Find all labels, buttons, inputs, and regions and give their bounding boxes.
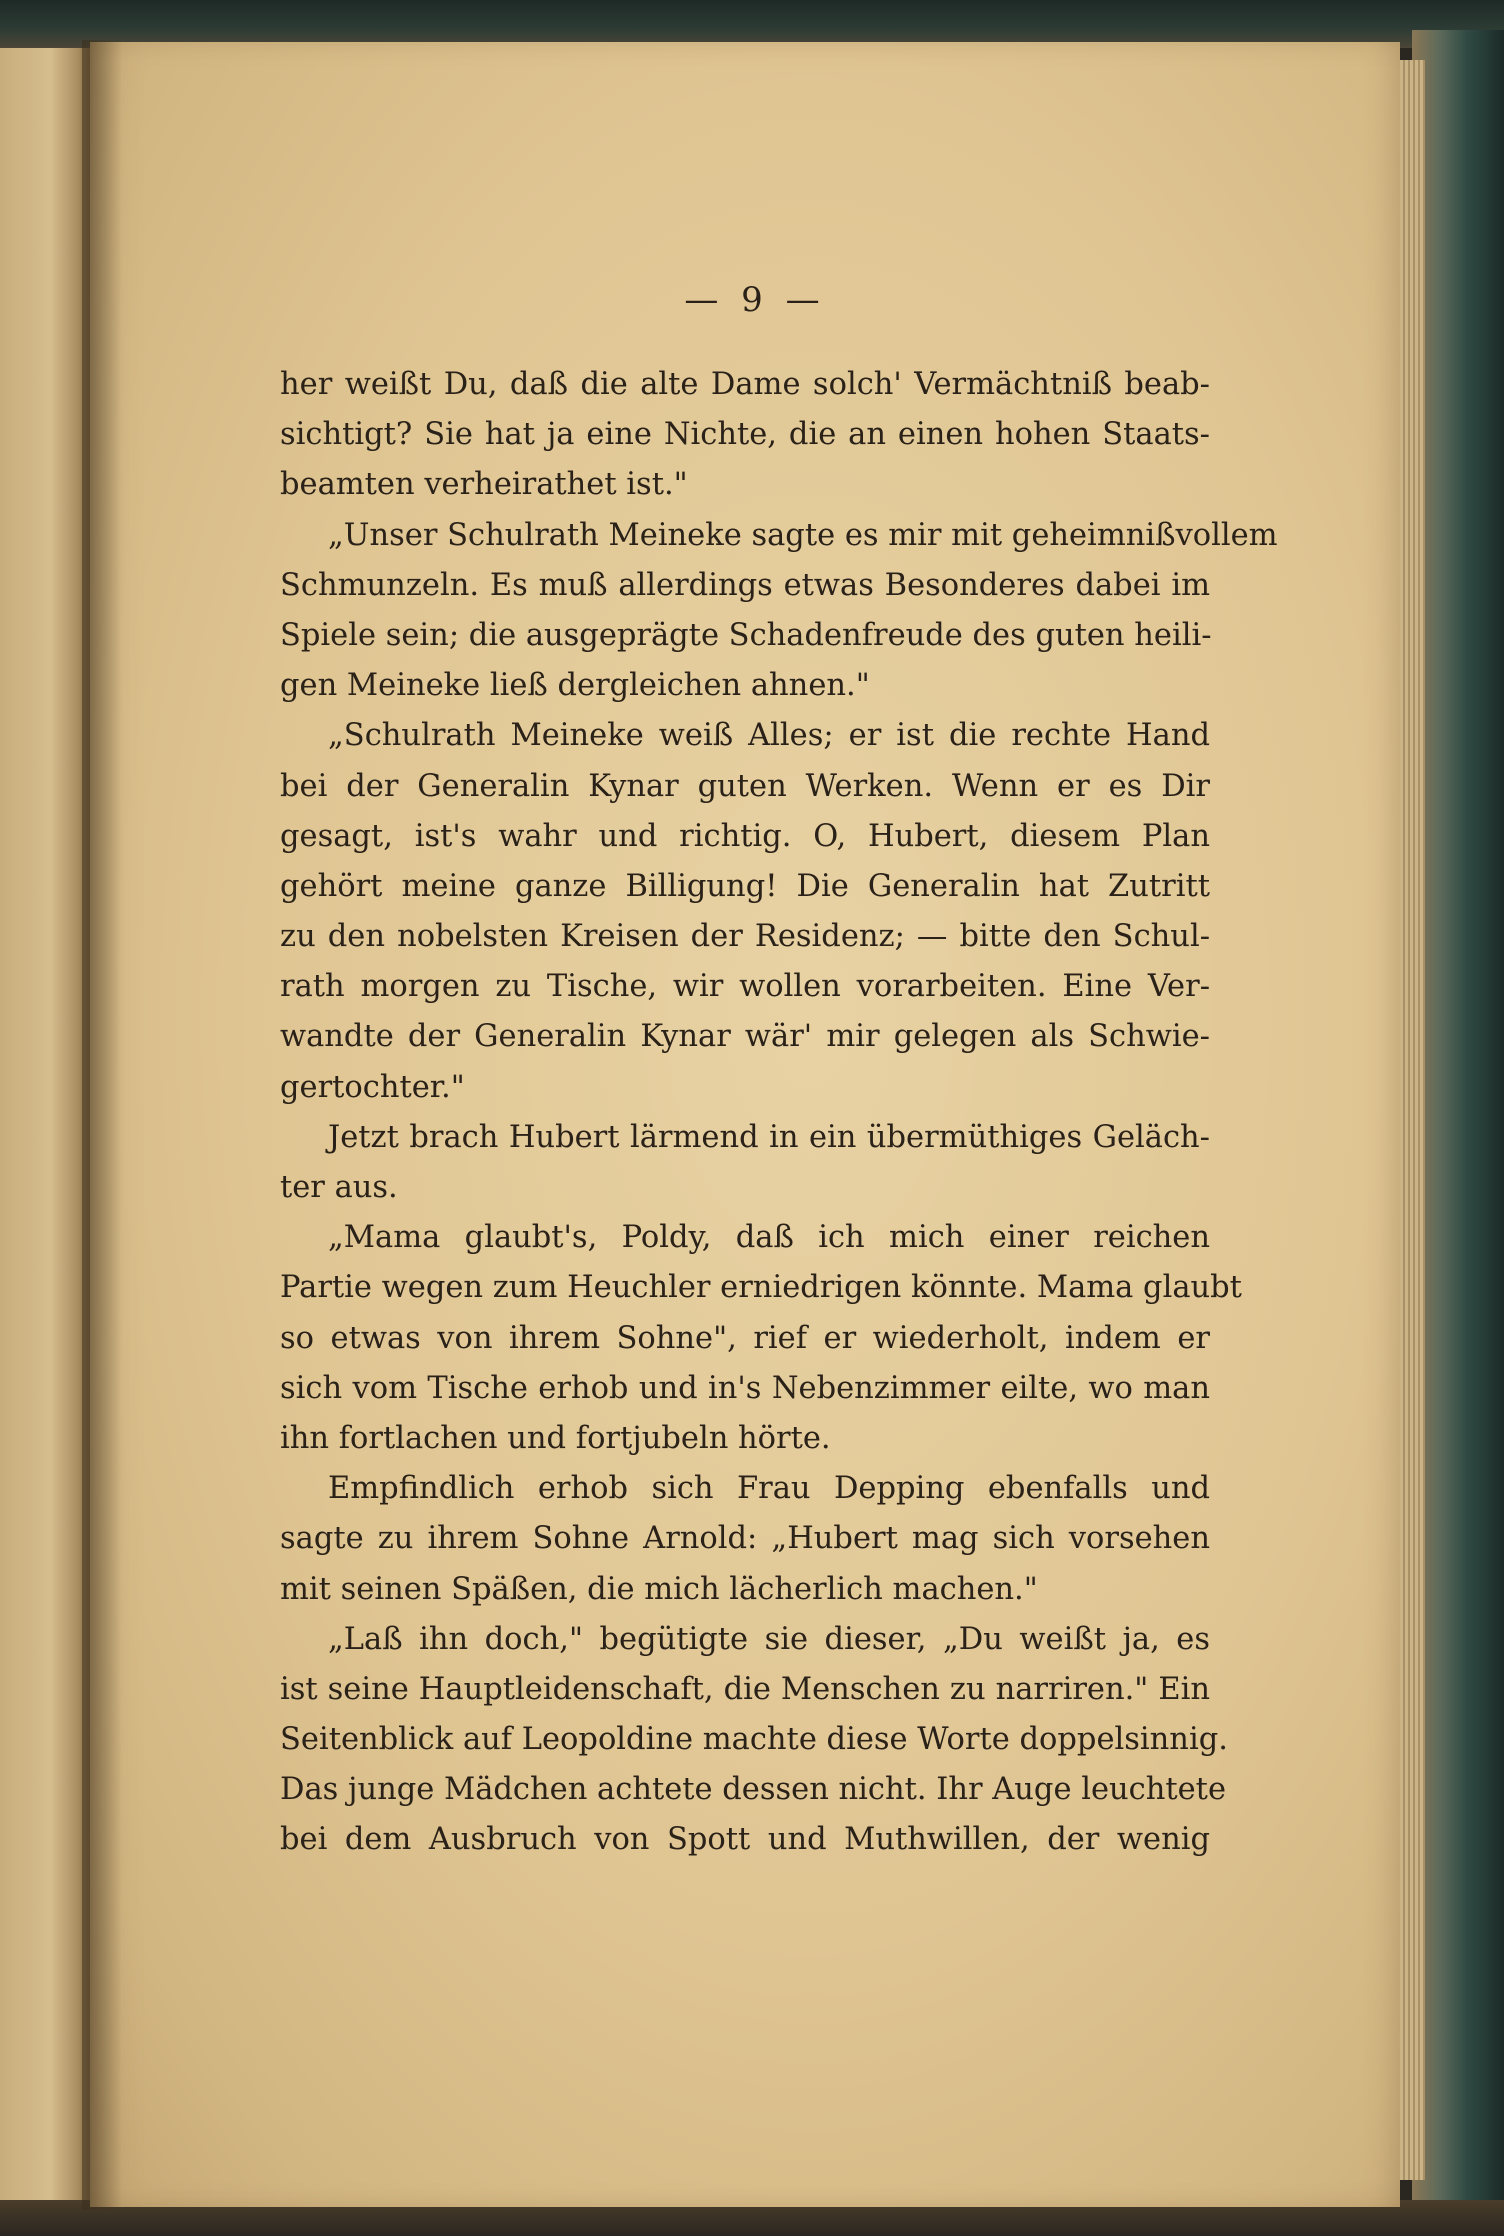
text-line: Partie wegen zum Heuchler erniedrigen könnte. Mama glaubt [280,1270,1242,1306]
text-line: ist seine Hauptleidenschaft, die Menschen zu narriren." Ein [280,1671,1210,1707]
text-line: her weißt Du, daß die alte Dame solch' Vermächtniß beab- [280,367,1210,402]
text-line: Jetzt brach Hubert lärmend in ein übermüthiges Geläch- [328,1119,1210,1155]
text-line: beamten verheirathet ist." [280,467,688,503]
page-number: — 9 — [684,280,826,320]
text-line: gesagt, ist's wahr und richtig. O, Hubert, diesem Plan [280,818,1210,854]
text-line: „Laß ihn doch," begütigte sie dieser, „Du weißt ja, es [328,1621,1210,1657]
text-line: Empfindlich erhob sich Frau Depping ebenfalls und [328,1471,1210,1507]
right-cover-edge [1412,30,1504,2236]
text-line: ter aus. [280,1170,398,1205]
text-line: Das junge Mädchen achtete dessen nicht. Ihr Auge leuchtete [280,1772,1226,1808]
text-line: so etwas von ihrem Sohne", rief er wiederholt, indem er [280,1320,1210,1356]
text-line: zu den nobelsten Kreisen der Residenz; — bitte den Schul- [280,919,1210,955]
text-line: rath morgen zu Tische, wir wollen vorarbeiten. Eine Ver- [280,969,1210,1005]
text-line: mit seinen Späßen, die mich lächerlich machen." [280,1571,1038,1607]
text-line: „Schulrath Meineke weiß Alles; er ist die rechte Hand [328,718,1210,754]
text-line: Schmunzeln. Es muß allerdings etwas Besonderes dabei im [280,567,1210,603]
text-line: Seitenblick auf Leopoldine machte diese Worte doppelsinnig. [280,1722,1228,1758]
text-line: „Mama glaubt's, Poldy, daß ich mich einer reichen [328,1220,1210,1256]
text-line: sichtigt? Sie hat ja eine Nichte, die an einen hohen Staats- [280,417,1210,453]
text-line: Spiele sein; die ausgeprägte Schadenfreude des guten heili- [280,617,1212,653]
text-line: „Unser Schulrath Meineke sagte es mir mit geheimnißvollem [328,517,1278,553]
text-line: wandte der Generalin Kynar wär' mir gelegen als Schwie- [280,1019,1210,1055]
text-line: bei der Generalin Kynar guten Werken. Wenn er es Dir [280,768,1210,804]
spine-shadow [82,40,122,2210]
text-line: gen Meineke ließ dergleichen ahnen." [280,668,870,704]
top-binding [0,0,1504,48]
text-line: gehört meine ganze Billigung! Die Generalin hat Zutritt [280,868,1210,904]
body-text [280,360,1278,1866]
text-line: gertochter." [280,1069,465,1105]
text-line: ihn fortlachen und fortjubeln hörte. [280,1420,831,1456]
facing-page-edge [0,40,92,2200]
text-line: bei dem Ausbruch von Spott und Muthwillen, der wenig [280,1822,1210,1858]
text-line: sagte zu ihrem Sohne Arnold: „Hubert mag sich vorsehen [280,1521,1210,1557]
text-line: sich vom Tische erhob und in's Nebenzimmer eilte, wo man [280,1370,1210,1406]
